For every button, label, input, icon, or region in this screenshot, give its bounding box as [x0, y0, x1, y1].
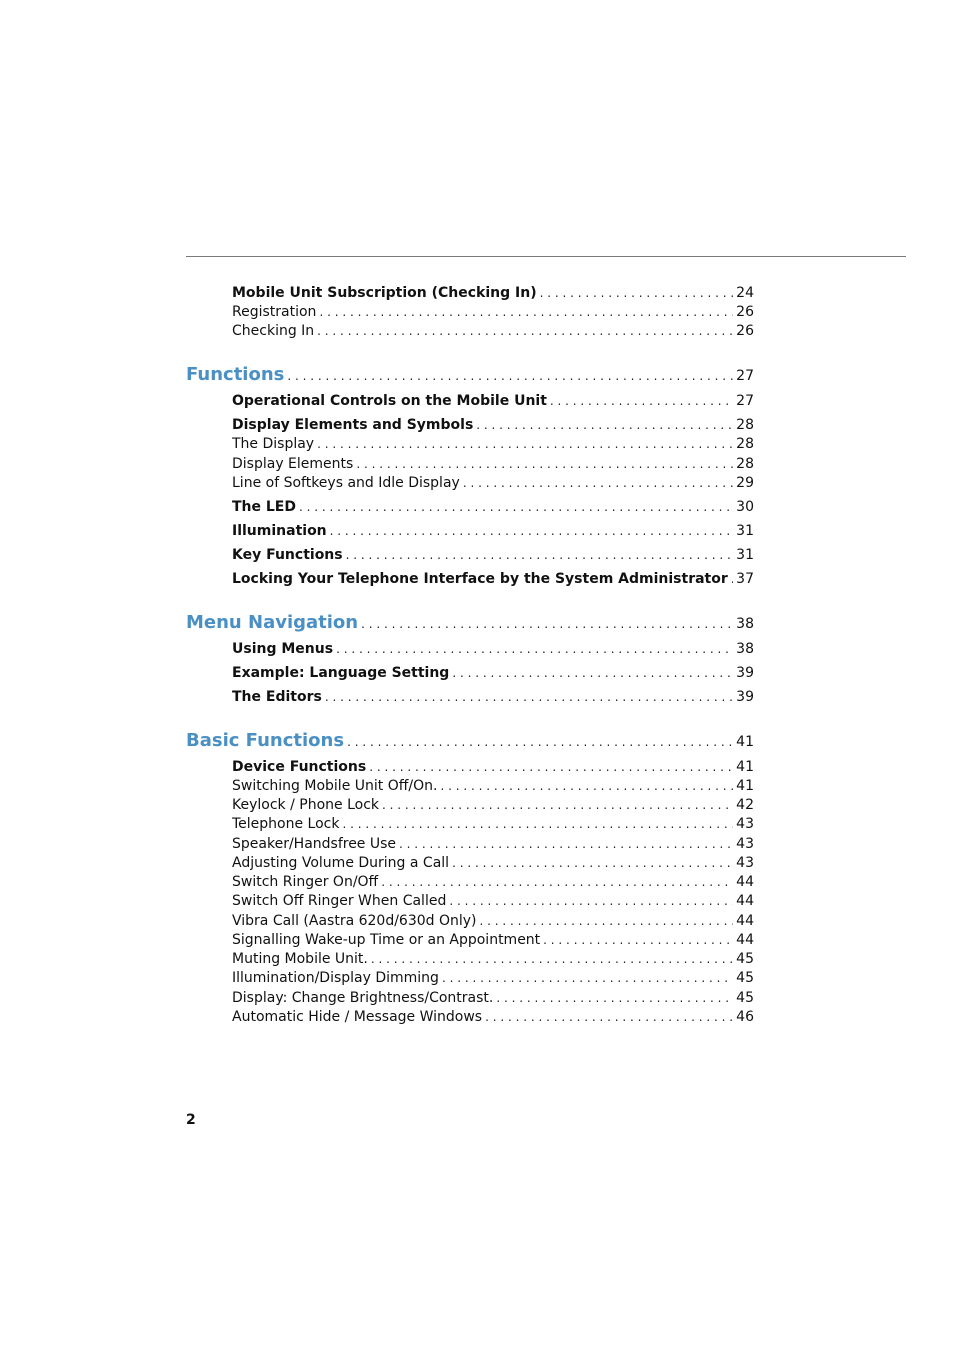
toc-entry-page: 28 — [736, 417, 754, 433]
toc-entry[interactable] — [232, 435, 754, 454]
leader-dots — [463, 474, 733, 493]
toc-entry-page: 26 — [736, 323, 754, 339]
toc-entry-title: Basic Functions — [186, 730, 345, 751]
toc-entry[interactable] — [232, 796, 754, 815]
toc-entry[interactable] — [232, 873, 754, 892]
leader-dots — [330, 522, 734, 541]
toc-entry[interactable] — [232, 688, 754, 707]
toc-entry-title: The Display — [232, 436, 315, 452]
toc-entry-title: Automatic Hide / Message Windows — [232, 1009, 483, 1025]
toc-entry-title: Display Elements — [232, 456, 354, 472]
leader-dots — [452, 854, 733, 873]
toc-entry[interactable] — [232, 498, 754, 517]
toc-entry[interactable] — [232, 546, 754, 565]
toc-entry-title: Functions — [186, 364, 285, 385]
toc-entry-page: 43 — [736, 855, 754, 871]
leader-dots — [347, 730, 733, 753]
toc-entry[interactable] — [232, 455, 754, 474]
toc-entry[interactable] — [232, 322, 754, 341]
toc-entry-page: 26 — [736, 304, 754, 320]
leader-dots — [731, 570, 733, 589]
toc-entry-page: 28 — [736, 456, 754, 472]
leader-dots — [452, 664, 733, 683]
toc-entry[interactable] — [232, 989, 754, 1008]
toc-entry[interactable] — [232, 522, 754, 541]
toc-entry-page: 27 — [736, 393, 754, 409]
leader-dots — [342, 815, 733, 834]
leader-dots — [440, 777, 733, 796]
toc-entry-page: 39 — [736, 665, 754, 681]
toc-entry-page: 44 — [736, 874, 754, 890]
toc-entry-title: Example: Language Setting — [232, 665, 450, 681]
toc-chapter-heading[interactable] — [186, 611, 754, 635]
toc-entry[interactable] — [232, 912, 754, 931]
toc-entry[interactable] — [232, 854, 754, 873]
toc-entry-page: 27 — [736, 368, 754, 384]
leader-dots — [317, 435, 733, 454]
toc-entry[interactable] — [232, 303, 754, 322]
toc-entry-page: 38 — [736, 641, 754, 657]
leader-dots — [336, 640, 733, 659]
toc-entry-page: 41 — [736, 734, 754, 750]
leader-dots — [442, 969, 733, 988]
leader-dots — [346, 546, 734, 565]
toc-entry-title: The Editors — [232, 689, 322, 705]
leader-dots — [449, 892, 733, 911]
toc-entry[interactable] — [232, 969, 754, 988]
toc-entry-page: 43 — [736, 836, 754, 852]
toc-entry-title: Mobile Unit Subscription (Checking In) — [232, 285, 537, 301]
leader-dots — [399, 835, 733, 854]
toc-entry[interactable] — [232, 664, 754, 683]
leader-dots — [485, 1008, 733, 1027]
toc-entry-title: Switch Ringer On/Off — [232, 874, 379, 890]
leader-dots — [496, 989, 733, 1008]
leader-dots — [371, 950, 733, 969]
toc-entry-title: Telephone Lock — [232, 816, 340, 832]
leader-dots — [325, 688, 733, 707]
toc-chapter-heading[interactable] — [186, 363, 754, 387]
toc-entry-page: 38 — [736, 616, 754, 632]
leader-dots — [361, 612, 733, 635]
toc-entry-page: 45 — [736, 990, 754, 1006]
toc-entry[interactable] — [232, 570, 754, 589]
toc-entry-title: Checking In — [232, 323, 315, 339]
toc-entry[interactable] — [232, 835, 754, 854]
toc-entry-page: 43 — [736, 816, 754, 832]
toc-entry-page: 44 — [736, 913, 754, 929]
toc-entry-title: Speaker/Handsfree Use — [232, 836, 397, 852]
page-number: 2 — [186, 1112, 196, 1128]
header-rule — [186, 256, 906, 257]
toc-entry-title: Adjusting Volume During a Call — [232, 855, 450, 871]
toc-entry[interactable] — [232, 474, 754, 493]
toc-entry[interactable] — [232, 416, 754, 435]
toc-entry-title: Keylock / Phone Lock — [232, 797, 379, 813]
leader-dots — [550, 392, 733, 411]
toc-entry-title: Using Menus — [232, 641, 334, 657]
leader-dots — [476, 416, 733, 435]
toc-entry-page: 44 — [736, 932, 754, 948]
leader-dots — [287, 364, 733, 387]
toc-entry-page: 45 — [736, 970, 754, 986]
toc-entry-page: 41 — [736, 759, 754, 775]
leader-dots — [317, 322, 733, 341]
toc-entry[interactable] — [232, 758, 754, 777]
toc-entry-page: 29 — [736, 475, 754, 491]
leader-dots — [369, 758, 733, 777]
leader-dots — [540, 284, 734, 303]
toc-entry[interactable] — [232, 1008, 754, 1027]
toc-entry[interactable] — [232, 392, 754, 411]
leader-dots — [382, 796, 733, 815]
toc-entry-title: Locking Your Telephone Interface by the System Administrator — [232, 571, 728, 587]
toc-entry-title: Line of Softkeys and Idle Display — [232, 475, 460, 491]
toc-entry-title: Display: Change Brightness/Contrast. — [232, 990, 494, 1006]
leader-dots — [319, 303, 733, 322]
toc-entry-page: 31 — [736, 523, 754, 539]
toc-entry-title: Registration — [232, 304, 317, 320]
toc-entry-page: 41 — [736, 778, 754, 794]
toc-entry-title: Switching Mobile Unit Off/On. — [232, 778, 438, 794]
toc-entry-page: 30 — [736, 499, 754, 515]
toc-entry[interactable] — [232, 284, 754, 303]
toc-entry-page: 31 — [736, 547, 754, 563]
toc-entry-title: Muting Mobile Unit. — [232, 951, 368, 967]
toc-entry-title: Menu Navigation — [186, 612, 359, 633]
toc-entry[interactable] — [232, 950, 754, 969]
toc-entry-title: Illumination — [232, 523, 327, 539]
toc-entry-title: Operational Controls on the Mobile Unit — [232, 393, 547, 409]
toc-entry-page: 46 — [736, 1009, 754, 1025]
toc-entry-page: 39 — [736, 689, 754, 705]
leader-dots — [480, 912, 734, 931]
toc-entry-page: 28 — [736, 436, 754, 452]
toc-entry-title: Key Functions — [232, 547, 343, 563]
toc-entry[interactable] — [232, 931, 754, 950]
leader-dots — [543, 931, 733, 950]
toc-entry-title: Vibra Call (Aastra 620d/630d Only) — [232, 913, 477, 929]
leader-dots — [299, 498, 733, 517]
toc-entry-page: 37 — [736, 571, 754, 587]
toc-entry-page: 44 — [736, 893, 754, 909]
toc-entry[interactable] — [232, 777, 754, 796]
toc-entry-title: The LED — [232, 499, 296, 515]
toc-entry-page: 24 — [736, 285, 754, 301]
toc-chapter-heading[interactable] — [186, 729, 754, 753]
leader-dots — [356, 455, 733, 474]
toc-entry-title: Display Elements and Symbols — [232, 417, 474, 433]
toc-entry-title: Signalling Wake-up Time or an Appointment — [232, 932, 541, 948]
toc-entry[interactable] — [232, 640, 754, 659]
toc-entry[interactable] — [232, 892, 754, 911]
toc-entry-page: 45 — [736, 951, 754, 967]
toc-entry[interactable] — [232, 815, 754, 834]
toc-entry-page: 42 — [736, 797, 754, 813]
toc-entry-title: Illumination/Display Dimming — [232, 970, 439, 986]
leader-dots — [381, 873, 733, 892]
toc-entry-title: Switch Off Ringer When Called — [232, 893, 447, 909]
toc-entry-title: Device Functions — [232, 759, 367, 775]
